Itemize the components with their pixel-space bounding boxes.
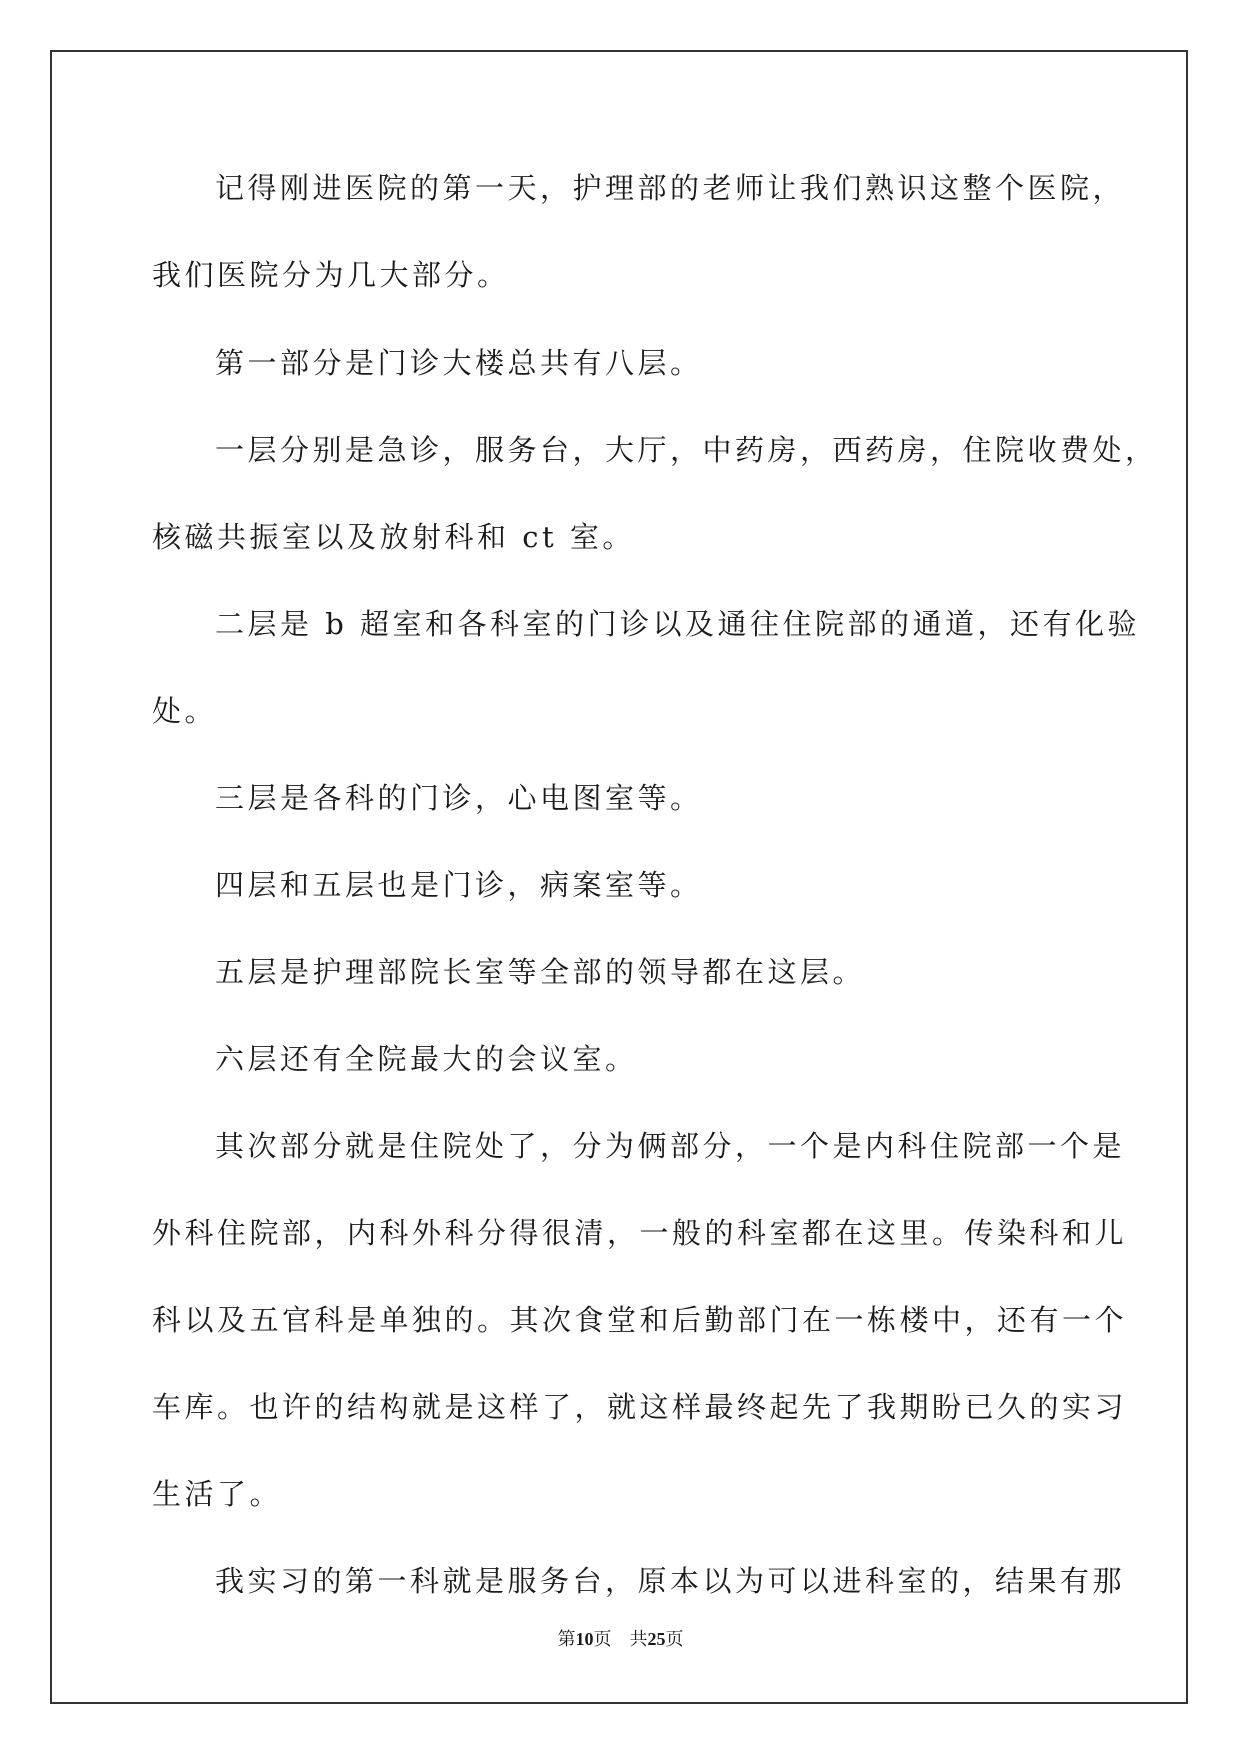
- page-prefix: 第: [557, 1629, 576, 1649]
- page-suffix: 页: [665, 1629, 684, 1649]
- page-mid: 页 共: [593, 1629, 648, 1649]
- text-line: 五层是护理部院长室等全部的领导都在这层。: [215, 955, 866, 989]
- text-line: 处。: [152, 694, 218, 728]
- text-line: 六层还有全院最大的会议室。: [215, 1042, 638, 1076]
- text-line: 二层是 b 超室和各科室的门诊以及通往住院部的通道，还有化验: [215, 607, 1141, 641]
- text-line: 车库。也许的结构就是这样了，就这样最终起先了我期盼已久的实习: [152, 1390, 1128, 1424]
- text-line: 科以及五官科是单独的。其次食堂和后勤部门在一栋楼中，还有一个: [152, 1303, 1128, 1337]
- page-footer: [0, 1625, 1241, 1651]
- page-current: 10: [575, 1629, 594, 1649]
- text-line: 第一部分是门诊大楼总共有八层。: [215, 346, 703, 380]
- text-line: 记得刚进医院的第一天，护理部的老师让我们熟识这整个医院，: [215, 171, 1126, 205]
- text-line: 我实习的第一科就是服务台，原本以为可以进科室的，结果有那: [215, 1564, 1126, 1598]
- text-line: 生活了。: [152, 1477, 283, 1511]
- page-total: 25: [647, 1629, 666, 1649]
- text-line: 一层分别是急诊，服务台，大厅，中药房，西药房，住院收费处，: [215, 433, 1158, 467]
- text-line: 三层是各科的门诊，心电图室等。: [215, 781, 703, 815]
- text-line: 核磁共振室以及放射科和 ct 室。: [152, 520, 635, 554]
- text-line: 外科住院部，内科外科分得很清，一般的科室都在这里。传染科和儿: [152, 1216, 1128, 1250]
- text-line: 我们医院分为几大部分。: [152, 258, 510, 292]
- text-line: 其次部分就是住院处了，分为俩部分，一个是内科住院部一个是: [215, 1129, 1126, 1163]
- text-line: 四层和五层也是门诊，病案室等。: [215, 868, 703, 902]
